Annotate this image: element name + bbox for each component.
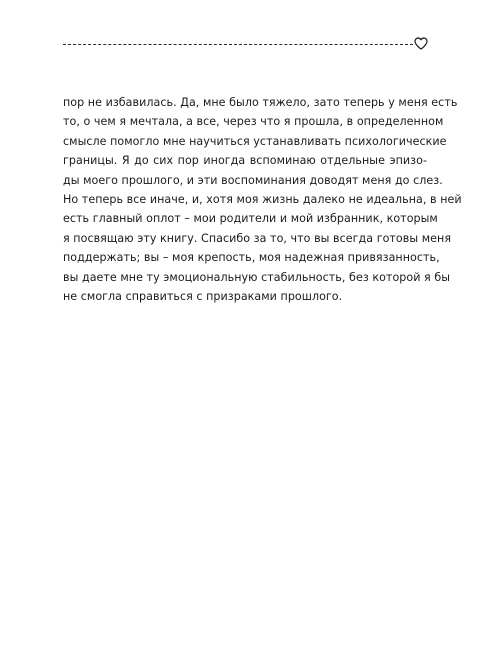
text-line: пор не избавилась. Да, мне было тяжело, зато теперь у меня есть	[63, 96, 458, 109]
text-line: смысле помогло мне научиться устанавливать психологические	[63, 134, 447, 148]
text-line: ды моего прошлого, и эти воспоминания доводят меня до слез.	[63, 173, 443, 187]
text-line: границы. Я до сих пор иногда вспоминаю отдельные эпизо-	[63, 154, 427, 168]
text-line: я посвящаю эту книгу. Спасибо за то, что вы всегда готовы меня	[63, 231, 452, 245]
text-line: то, о чем я мечтала, а все, через что я прошла, в определенном	[63, 115, 444, 129]
text-line: Но теперь все иначе, и, хотя моя жизнь далеко не идеальна, в ней	[63, 193, 462, 207]
text-line: есть главный оплот – мои родители и мой избранник, которым	[63, 212, 438, 226]
heart-outline-icon	[414, 37, 428, 50]
text-line: поддержать; вы – моя крепость, моя надежная привязанность,	[63, 251, 440, 265]
text-line: не смогла справиться с призраками прошлого.	[63, 290, 343, 304]
text-line: вы даете мне ту эмоциональную стабильность, без которой я бы	[63, 270, 451, 284]
body-text	[63, 93, 462, 306]
header-dashed-rule	[63, 44, 413, 45]
